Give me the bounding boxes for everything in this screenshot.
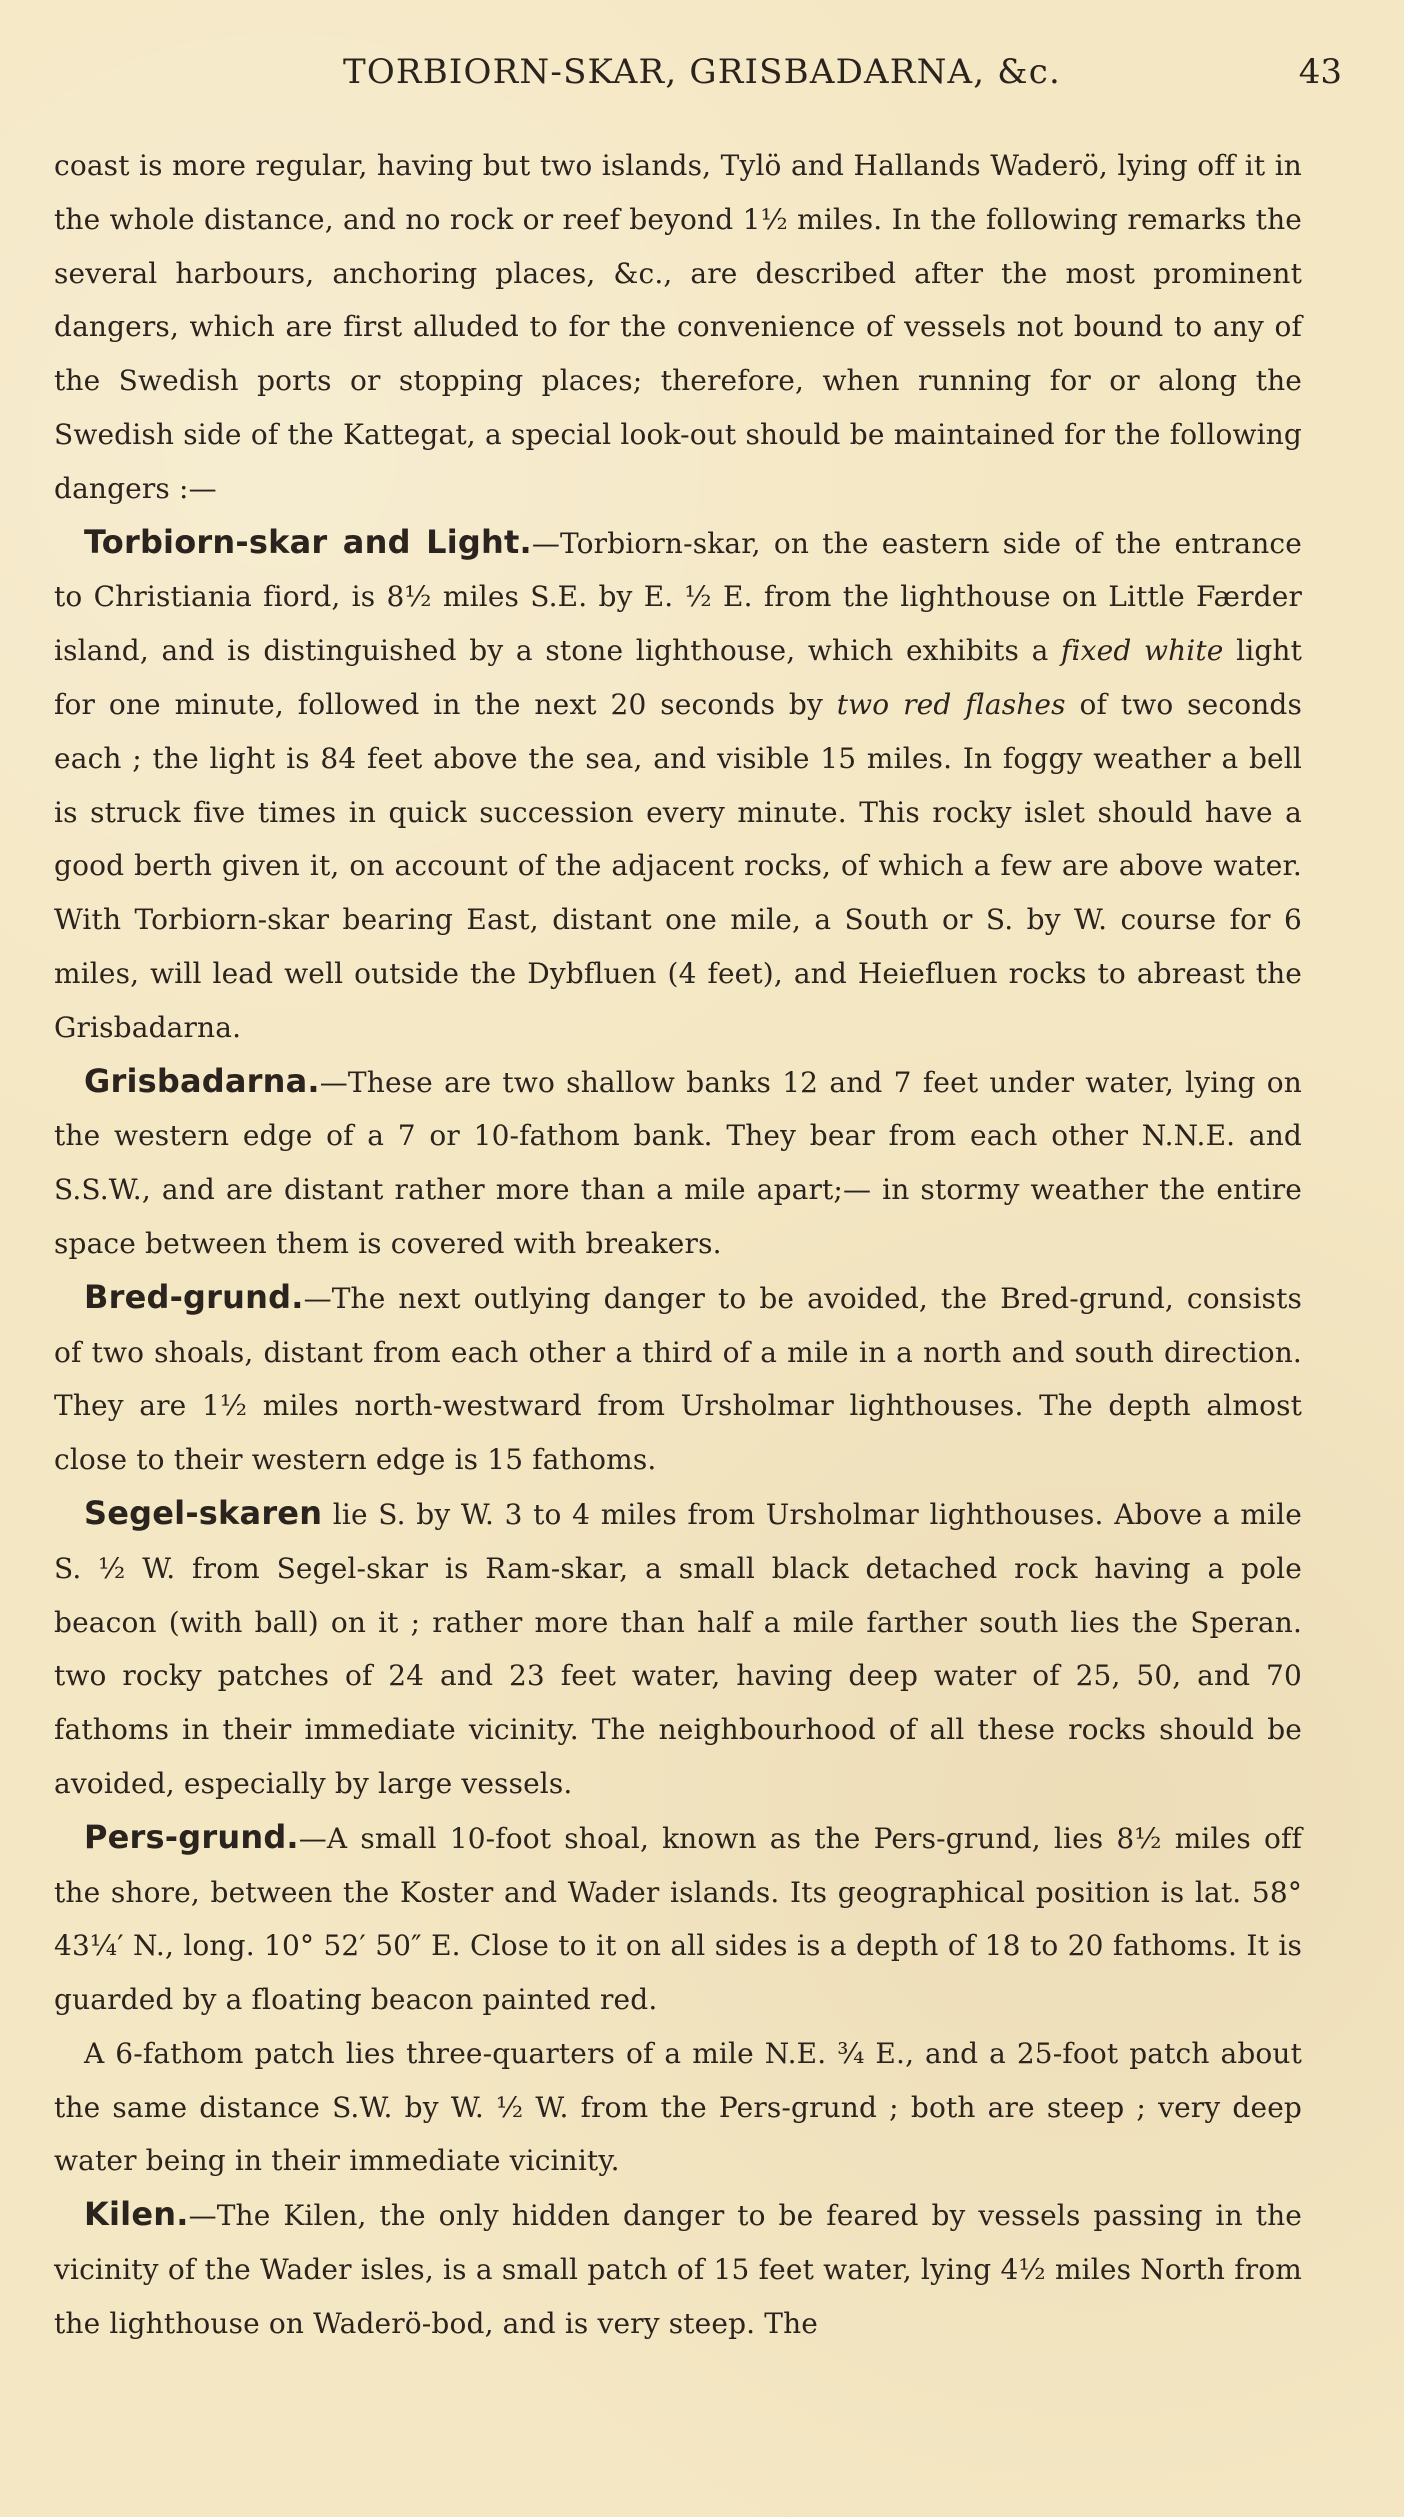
page-header: [0, 52, 1404, 108]
main-text: [54, 139, 1302, 2351]
segel-skaren-heading: Segel-skaren: [84, 1493, 323, 1532]
kilen-heading: Kilen.: [84, 2195, 189, 2234]
kilen-paragraph: [54, 2188, 1302, 2350]
torbiorn-heading: Torbiorn-skar and Light.: [84, 522, 532, 561]
red-flashes-emphasis: two red flashes: [836, 687, 1066, 721]
kilen-text: —The Kilen, the only hidden danger to be feared by vessels passing in the vicinity of the Wader isles, is a small patch of 15 feet water, lying 4½ miles North from the lighthouse on Waderö-bod, and is very steep. The: [54, 2199, 1302, 2340]
bred-grund-paragraph: [54, 1271, 1302, 1487]
bred-grund-text: —The next outlying danger to be avoided, the Bred-grund, consists of two shoals, distant from each other a third of a mile in a north and south direction. They are 1½ miles north-westward from Ursholmar lighthouses. The depth almost close to their western edge is 15 fathoms.: [54, 1281, 1302, 1477]
grisbadarna-paragraph: [54, 1055, 1302, 1271]
bred-grund-heading: Bred-grund.: [84, 1277, 304, 1316]
segel-skaren-paragraph: [54, 1487, 1302, 1811]
running-title: TORBIORN-SKAR, GRISBADARNA, &c.: [342, 52, 1062, 92]
six-fathom-paragraph: A 6-fathom patch lies three-quarters of a mile N.E. ¾ E., and a 25-foot patch about the same distance S.W. by W. ½ W. from the Pers-grund ; both are steep ; very deep water being in their immediate vicinity.: [54, 2036, 1302, 2178]
pers-grund-paragraph: [54, 1811, 1302, 2027]
grisbadarna-text: —These are two shallow banks 12 and 7 feet under water, lying on the western edge of a 7 or 10-fathom bank. They bear from each other N.N.E. and S.S.W., and are distant rather more than a mile apart;— in stormy weather the entire space between them is covered with breakers.: [54, 1065, 1302, 1260]
page-number: 43: [1298, 52, 1342, 92]
intro-paragraph: coast is more regular, having but two islands, Tylö and Hallands Waderö, lying off it in the whole distance, and no rock or reef beyond 1½ miles. In the following remarks the several harbours, anchoring places, &c., are described after the most prominent dangers, which are first alluded to for the convenience of vessels not bound to any of the Swedish ports or stopping places; therefore, when running for or along the Swedish side of the Kattegat, a special look-out should be maintained for the following dangers :—: [54, 149, 1302, 505]
pers-grund-heading: Pers-grund.: [84, 1817, 299, 1856]
torbiorn-text-2: light for one minute, followed in the next 20 seconds by: [54, 634, 1303, 721]
segel-skaren-text: lie S. by W. 3 to 4 miles from Ursholmar lighthouses. Above a mile S. ½ W. from Segel-skar is Ram-skar, a small black detached rock having a pole beacon (with ball) on it ; rather more than half a mile farther south lies the Speran. two rocky patches of 24 and 23 feet water, having deep water of 25, 50, and 70 fathoms in their immediate vicinity. The neighbourhood of all these rocks should be avoided, especially by large vessels.: [54, 1497, 1302, 1800]
torbiorn-paragraph: [54, 516, 1302, 1055]
torbiorn-text-1: —Torbiorn-skar, on the eastern side of the entrance to Christiania fiord, is 8½ miles S.E. by E. ½ E. from the lighthouse on Little Færder island, and is distinguished by a stone lighthouse, which exhibits a: [54, 526, 1302, 668]
pers-grund-text: —A small 10-foot shoal, known as the Pers-grund, lies 8½ miles off the shore, between the Koster and Wader islands. Its geographical position is lat. 58° 43¼′ N., long. 10° 52′ 50″ E. Close to it on all sides is a depth of 18 to 20 fathoms. It is guarded by a floating beacon painted red.: [54, 1821, 1302, 2017]
torbiorn-text-3: of two seconds each ; the light is 84 feet above the sea, and visible 15 miles. In foggy weather a bell is struck five times in quick succession every minute. This rocky islet should have a good berth given it, on account of the adjacent rocks, of which a few are above water. With Torbiorn-skar bearing East, distant one mile, a South or S. by W. course for 6 miles, will lead well outside the Dybfluen (4 feet), and Heiefluen rocks to abreast the Grisbadarna.: [54, 687, 1302, 1044]
fixed-white-emphasis: fixed white: [1061, 634, 1224, 668]
grisbadarna-heading: Grisbadarna.: [84, 1061, 320, 1100]
